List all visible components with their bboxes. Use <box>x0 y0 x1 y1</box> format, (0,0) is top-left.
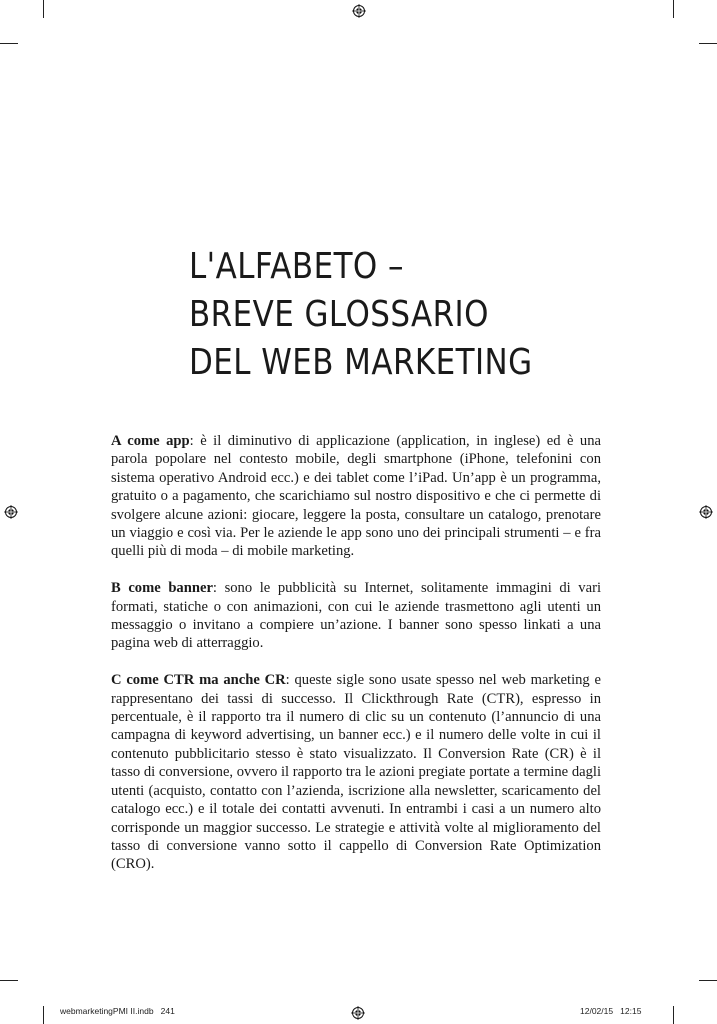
glossary-term: B come banner <box>111 580 213 597</box>
registration-target-icon <box>4 505 18 519</box>
glossary-definition: : queste sigle sono usate spesso nel web marketing e rappresentano dei tassi di successo. Il Clickthrough Rate (CTR), espresso in percentuale, è il rapporto tra il numero di clic su un contenuto (l’annuncio di una campagna di keyword advertising, un banner ecc.) e il numero delle volte in cui il contenuto pubblicitario stesso è stato visualizzato. Il Conversion Rate (CR) è il tasso di conversione, ovvero il rapporto tra le azioni pregiate portate a termine dagli utenti (acquisto, contatto con l’azienda, iscrizione alla newsletter, scaricamento del catalogo ecc.) e il totale dei contatti avvenuti. In entrambi i casi a un numero alto corrisponde un maggior successo. Le strategie e attività volte al miglioramento del tasso di conversione vanno sotto il cappello di Conversion Rate Optimization (CRO). <box>111 672 601 873</box>
glossary-term: C come CTR ma anche CR <box>111 672 286 689</box>
chapter-title <box>189 243 533 387</box>
registration-target-icon <box>351 1006 365 1020</box>
footer-timestamp: 12/02/15 12:15 <box>580 1006 642 1016</box>
glossary-entry-app <box>111 432 601 561</box>
chapter-title-line: L'ALFABETO – <box>189 246 404 287</box>
crop-mark-left-lower <box>0 980 18 981</box>
crop-mark-right-upper <box>699 43 717 44</box>
footer-file-slug: webmarketingPMI II.indb 241 <box>60 1006 175 1016</box>
crop-mark-bottom-right <box>673 1006 674 1024</box>
crop-mark-top-left <box>43 0 44 18</box>
glossary-entry-ctr <box>111 671 601 873</box>
glossary-term: A come app <box>111 433 190 449</box>
glossary-definition: : sono le pubblicità su Internet, solitamente immagini di vari formati, statiche o con animazioni, con cui le aziende trasmettono agli utenti un messaggio o invitano a compiere un’azione. I banner sono spesso linkati a una pagina web di atterraggio. <box>111 580 601 652</box>
glossary-definition: : è il diminutivo di applicazione (application, in inglese) ed è una parola popolare nel contesto mobile, degli smartphone (iPhone, telefonini con sistema operativo Android ecc.) e dei tablet come l’iPad. Un’app è un programma, gratuito o a pagamento, che scarichiamo sul nostro dispositivo e che ci permette di svolgere alcune azioni: giocare, leggere la posta, consultare un catalogo, prenotare un viaggio e così via. Per le aziende le app sono uno dei principali strumenti – e fra quelli più di moda – di mobile marketing. <box>111 433 602 560</box>
chapter-title-line: DEL WEB MARKETING <box>189 342 533 383</box>
crop-mark-left-upper <box>0 43 18 44</box>
registration-target-icon <box>352 4 366 18</box>
glossary-body <box>111 432 601 892</box>
chapter-title-line: BREVE GLOSSARIO <box>189 294 489 335</box>
crop-mark-right-lower <box>699 980 717 981</box>
crop-mark-top-right <box>673 0 674 18</box>
glossary-entry-banner <box>111 579 601 653</box>
crop-mark-bottom-left <box>43 1006 44 1024</box>
registration-target-icon <box>699 505 713 519</box>
